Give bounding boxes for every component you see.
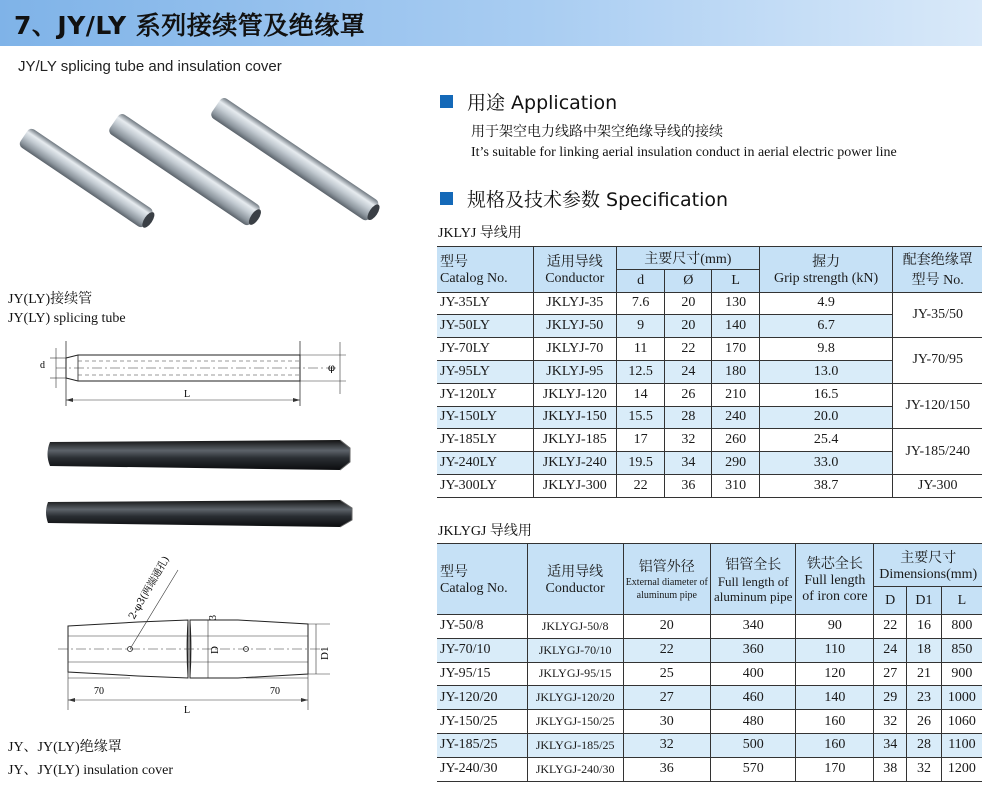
application-line-cn: 用于架空电力线路中架空绝缘导线的接续 (471, 125, 723, 140)
table-row: JY-70/10 JKLYGJ-70/10 22 360 110 24 18 850 (437, 638, 982, 662)
insulation-covers-photo (40, 430, 370, 530)
t2-header-core: 铁芯全长 Full length of iron core (796, 544, 874, 615)
table1-caption: JKLYJ 导线用 (438, 226, 522, 241)
table-row: JY-240LY JKLYJ-240 19.5 34 290 33.0 (437, 452, 982, 475)
t1-header-phi: Ø (665, 269, 712, 292)
t1-cover-0: JY-35/50 (893, 292, 982, 338)
t1-header-dims: 主要尺寸(mm) (616, 247, 759, 270)
table-row: JY-70LY JKLYJ-70 11 22 170 9.8 JY-70/95 (437, 338, 982, 361)
splicing-tubes-photo (10, 96, 410, 266)
table-row: JY-95/15 JKLYGJ-95/15 25 400 120 27 21 900 (437, 662, 982, 686)
dim-L2-label: L (184, 705, 191, 716)
table-row: JY-120LY JKLYJ-120 14 26 210 16.5 JY-120/150 (437, 383, 982, 406)
page-title: 7、JY/LY 系列接续管及绝缘罩 (14, 11, 366, 40)
t1-cover-4: JY-300 (893, 474, 982, 497)
dim-d-label: d (40, 360, 45, 371)
t1-header-grip: 握力 Grip strength (kN) (759, 247, 893, 293)
jklygj-spec-table (437, 543, 982, 782)
cover-caption-en: JY、JY(LY) insulation cover (8, 763, 174, 778)
t2-header-conductor: 适用导线 Conductor (527, 544, 623, 615)
t2-header-L: L (941, 587, 982, 615)
dim-D1-label: D1 (319, 646, 331, 660)
dim-L-label: L (184, 389, 191, 400)
t1-cover-3: JY-185/240 (893, 429, 982, 475)
dim-70-right-label: 70 (270, 686, 280, 697)
t1-header-L: L (712, 269, 759, 292)
t1-header-d: d (616, 269, 664, 292)
application-heading-text: 用途 Application (467, 92, 618, 114)
table-row: JY-120/20 JKLYGJ-120/20 27 460 140 29 23 1000 (437, 686, 982, 710)
dim-70-left-label: 70 (94, 686, 104, 697)
table-row: JY-240/30 JKLYGJ-240/30 36 570 170 38 32 1200 (437, 757, 982, 781)
table-row: JY-150LY JKLYJ-150 15.5 28 240 20.0 (437, 406, 982, 429)
table-row: JY-300LY JKLYJ-300 22 36 310 38.7 JY-300 (437, 474, 982, 497)
t1-header-cover: 配套绝缘罩 型号 No. (893, 247, 982, 293)
t2-header-catalog: 型号 Catalog No. (437, 544, 527, 615)
section-square-icon (440, 192, 453, 205)
jklyj-spec-table (437, 246, 982, 498)
t2-header-D: D (874, 587, 907, 615)
table-row: JY-50LY JKLYJ-50 9 20 140 6.7 (437, 315, 982, 338)
dim-phi-label: φ (328, 363, 336, 374)
t1-header-catalog: 型号 Catalog No. (437, 247, 533, 293)
splicing-tube-drawing (38, 336, 368, 412)
application-line-en: It’s suitable for linking aerial insulation conduct in aerial electric power line (471, 145, 897, 160)
table-row: JY-95LY JKLYJ-95 12.5 24 180 13.0 (437, 360, 982, 383)
t2-header-dims: 主要尺寸 Dimensions(mm) (874, 544, 982, 587)
table-row: JY-150/25 JKLYGJ-150/25 30 480 160 32 26 1060 (437, 710, 982, 734)
specification-heading-text: 规格及技术参数 Specification (467, 189, 729, 211)
table2-caption: JKLYGJ 导线用 (438, 524, 532, 539)
table-row: JY-35LY JKLYJ-35 7.6 20 130 4.9 JY-35/50 (437, 292, 982, 315)
hole-note-label: 2-φ3(两端通孔) (127, 554, 173, 622)
t2-header-outer: 铝管外径 External diameter of aluminum pipe (623, 544, 710, 615)
table-row: JY-185/25 JKLYGJ-185/25 32 500 160 34 28 1100 (437, 733, 982, 757)
t1-cover-2: JY-120/150 (893, 383, 982, 429)
tube-caption-en: JY(LY) splicing tube (8, 311, 126, 326)
specification-heading (440, 185, 728, 212)
section-square-icon (440, 95, 453, 108)
t2-header-D1: D1 (907, 587, 942, 615)
insulation-cover-drawing (38, 550, 368, 720)
dim-D-label: D (209, 646, 221, 654)
table-row: JY-50/8 JKLYGJ-50/8 20 340 90 22 16 800 (437, 615, 982, 639)
page-subtitle: JY/LY splicing tube and insulation cover (18, 58, 282, 75)
dim-3-label: 3 (208, 615, 219, 620)
tube-caption-cn: JY(LY)接续管 (8, 292, 93, 307)
cover-caption-cn: JY、JY(LY)绝缘罩 (8, 740, 122, 755)
t1-header-conductor: 适用导线 Conductor (533, 247, 616, 293)
table-row: JY-185LY JKLYJ-185 17 32 260 25.4 JY-185/240 (437, 429, 982, 452)
t1-cover-1: JY-70/95 (893, 338, 982, 384)
t2-header-full: 铝管全长 Full length of aluminum pipe (711, 544, 796, 615)
application-heading (440, 88, 617, 115)
